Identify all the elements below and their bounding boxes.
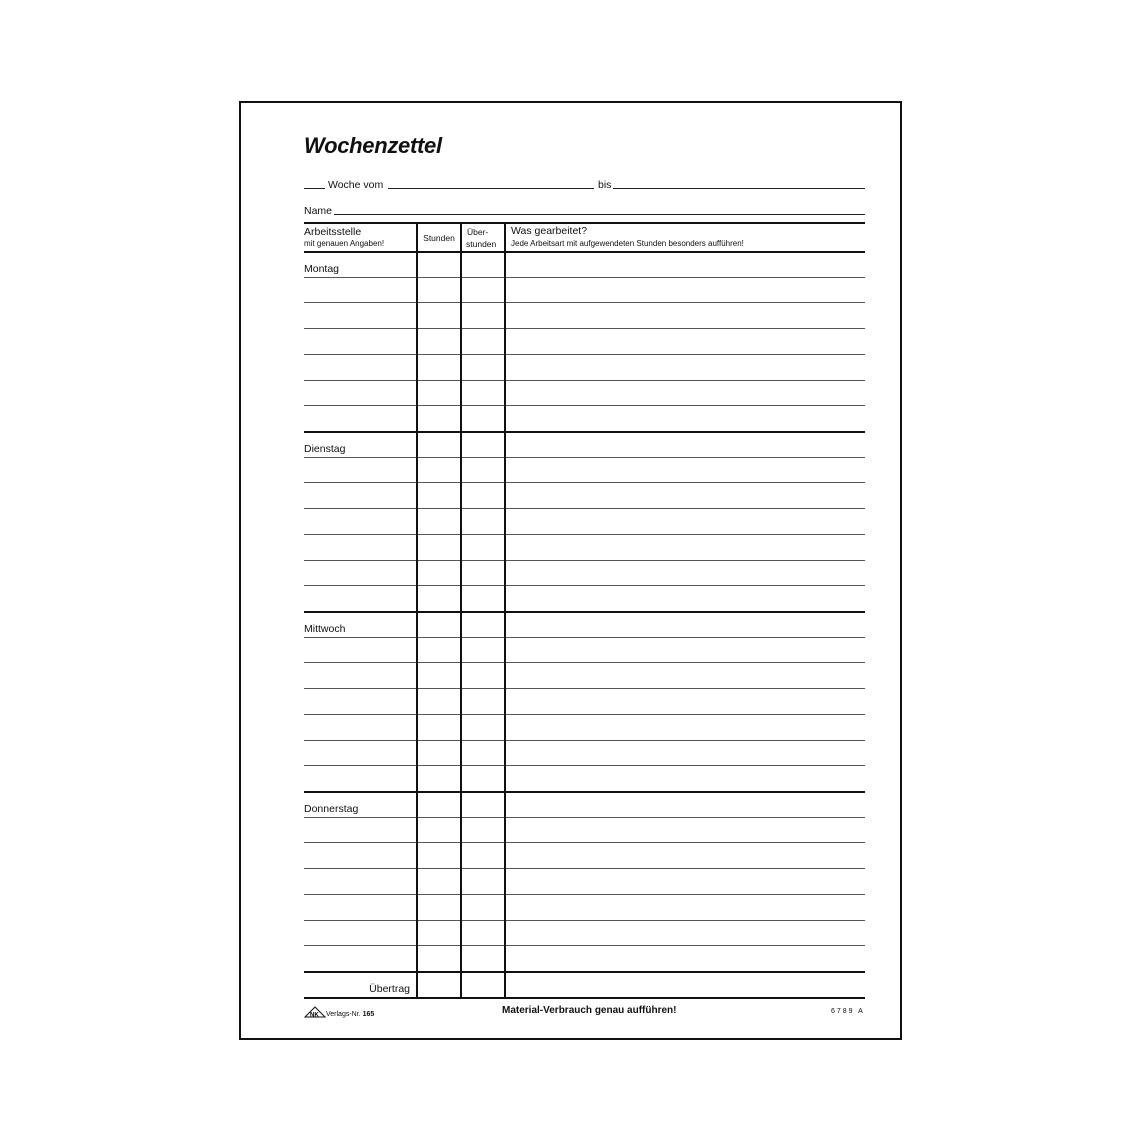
table-row-line (304, 534, 865, 535)
table-row-line (304, 791, 865, 793)
form-title: Wochenzettel (304, 133, 442, 158)
col-was: Was gearbeitet? (511, 225, 588, 237)
table-row-line (304, 431, 865, 433)
day-label: Dienstag (304, 443, 346, 455)
col-was-sub: Jede Arbeitsart mit aufgewendeten Stunden besonders aufführen! (511, 239, 744, 248)
table-row-line (304, 817, 865, 818)
table-row-line (304, 508, 865, 509)
table-row-line (304, 405, 865, 406)
col-arbeitsstelle: Arbeitsstelle (304, 226, 362, 238)
table-row-line (304, 740, 865, 741)
table-row-line (304, 714, 865, 715)
publisher-logo-icon (304, 1006, 326, 1018)
table-row-line (304, 560, 865, 561)
table-row-line (304, 585, 865, 586)
week-number-field[interactable] (304, 188, 325, 189)
table-row-line (304, 868, 865, 869)
table-row-line (304, 302, 865, 303)
col-ueberstunden-1: Über- (467, 227, 489, 237)
week-from-field[interactable] (388, 188, 594, 189)
name-field[interactable] (334, 214, 865, 215)
table-row-line (304, 354, 865, 355)
uebertrag-label: Übertrag (369, 983, 410, 995)
table-row-line (304, 457, 865, 458)
timesheet-form (239, 101, 902, 1040)
day-label: Montag (304, 263, 340, 275)
bis-label: bis (598, 179, 612, 191)
material-notice: Material-Verbrauch genau aufführen! (502, 1005, 677, 1016)
table-row-line (304, 894, 865, 895)
day-label: Mittwoch (304, 623, 346, 635)
col-ueberstunden-2: stunden (466, 239, 497, 249)
name-label: Name (304, 205, 333, 217)
day-label: Donnerstag (304, 803, 359, 815)
table-row-line (304, 842, 865, 843)
form-code: 6789 A (831, 1008, 865, 1015)
table-row-line (304, 328, 865, 329)
table-row-line (304, 920, 865, 921)
footer-verlag (304, 1006, 374, 1018)
col-stunden: Stunden (423, 233, 455, 243)
verlag-number: 165 (362, 1011, 375, 1018)
svg-text:NK: NK (310, 1012, 319, 1018)
table-row-line (304, 277, 865, 278)
table-row-line (304, 482, 865, 483)
table-row-line (304, 637, 865, 638)
table-row-line (304, 945, 865, 946)
verlag-label: Verlags-Nr. (326, 1011, 361, 1018)
col-arbeitsstelle-sub: mit genauen Angaben! (304, 239, 385, 248)
table-row-line (304, 380, 865, 381)
table-row-line (304, 688, 865, 689)
table-row-line (304, 971, 865, 973)
table-row-line (304, 662, 865, 663)
table-row-line (304, 611, 865, 613)
week-to-field[interactable] (613, 188, 865, 189)
table-row-line (304, 765, 865, 766)
woche-vom-label: Woche vom (328, 179, 384, 191)
